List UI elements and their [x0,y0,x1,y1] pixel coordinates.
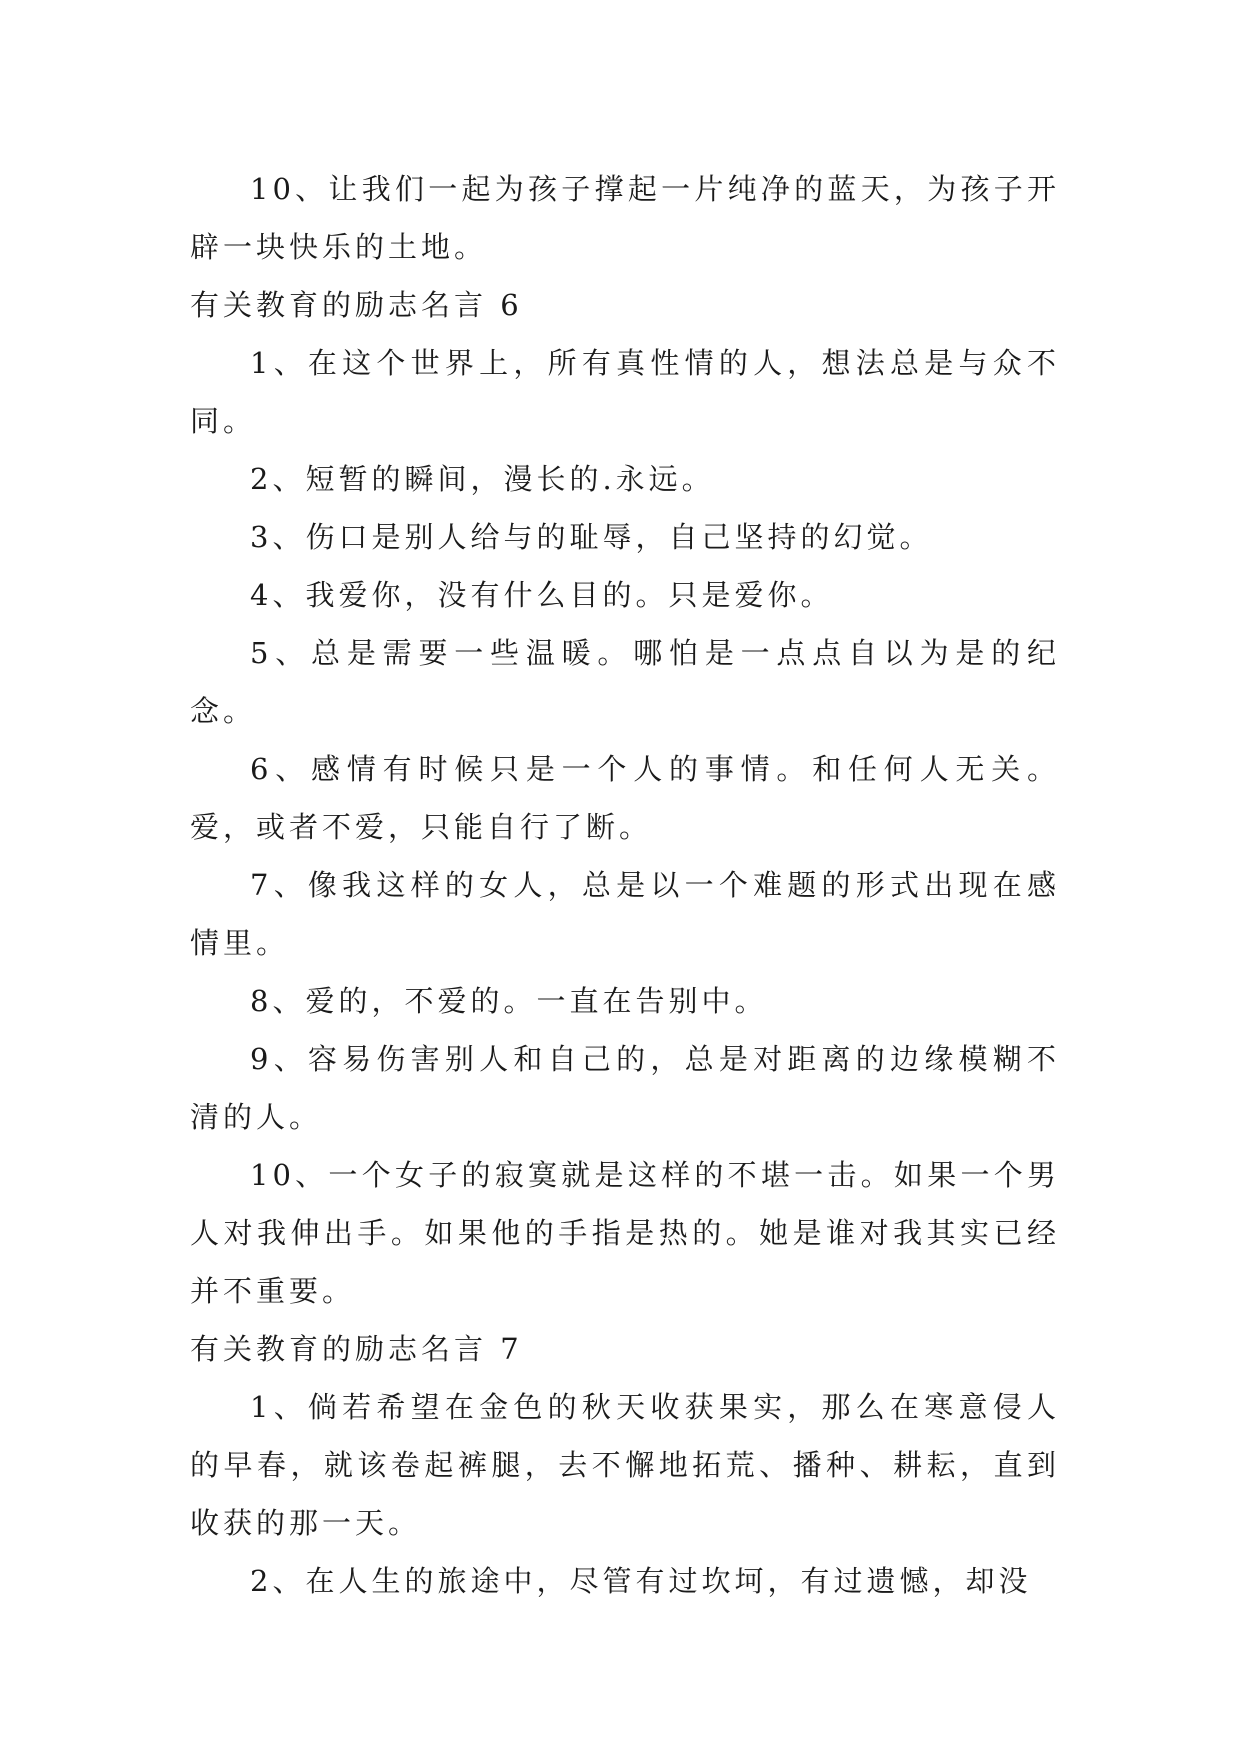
paragraph: 2、短暂的瞬间，漫长的.永远。 [250,462,715,496]
paragraph: 1、在这个世界上，所有真性情的人，想法总是与众不同。 [190,346,1060,438]
paragraph: 9、容易伤害别人和自己的，总是对距离的边缘模糊不清的人。 [190,1042,1060,1134]
paragraph: 5、总是需要一些温暖。哪怕是一点点自以为是的纪念。 [190,636,1060,728]
paragraph: 7、像我这样的女人，总是以一个难题的形式出现在感情里。 [190,868,1060,960]
paragraph: 3、伤口是别人给与的耻辱，自己坚持的幻觉。 [250,520,933,554]
section-heading: 有关教育的励志名言 6 [190,288,523,322]
paragraph: 10、一个女子的寂寞就是这样的不堪一击。如果一个男人对我伸出手。如果他的手指是热的。她是谁对我其实已经并不重要。 [190,1158,1060,1308]
paragraph: 8、爱的，不爱的。一直在告别中。 [250,984,768,1018]
paragraph: 1、倘若希望在金色的秋天收获果实，那么在寒意侵人的早春，就该卷起裤腿，去不懈地拓荒、播种、耕耘，直到收获的那一天。 [190,1390,1060,1540]
section-heading: 有关教育的励志名言 7 [190,1332,523,1366]
paragraph: 6、感情有时候只是一个人的事情。和任何人无关。爱，或者不爱，只能自行了断。 [190,752,1060,844]
paragraph: 10、让我们一起为孩子撑起一片纯净的蓝天，为孩子开辟一块快乐的土地。 [190,172,1060,264]
paragraph: 4、我爱你，没有什么目的。只是爱你。 [250,578,834,612]
document-body [190,160,1060,1610]
paragraph: 2、在人生的旅途中，尽管有过坎坷，有过遗憾，却没 [250,1564,1032,1598]
